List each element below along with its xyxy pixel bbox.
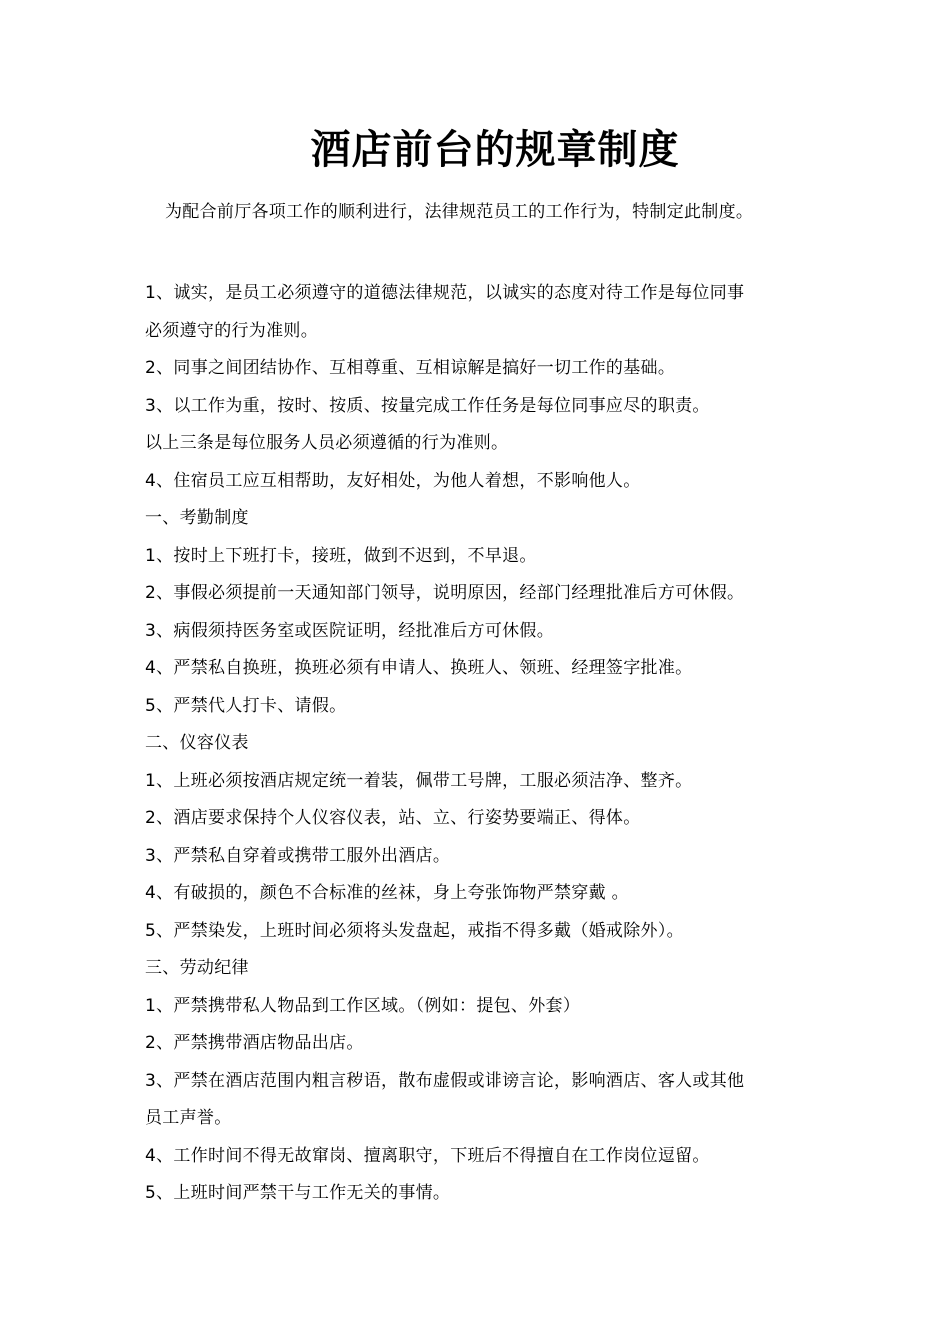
- body-line: 5、上班时间严禁干与工作无关的事情。: [145, 1183, 451, 1203]
- body-line: 必须遵守的行为准则。: [145, 320, 318, 341]
- body-line: 3、以工作为重，按时、按质、按量完成工作任务是每位同事应尽的职责。: [145, 395, 710, 416]
- body-line: 4、有破损的，颜色不合标准的丝袜，身上夸张饰物严禁穿戴 。: [145, 883, 629, 903]
- body-line: 4、工作时间不得无故窜岗、擅离职守，下班后不得擅自在工作岗位逗留。: [145, 1145, 710, 1166]
- document-body: [145, 275, 825, 1213]
- body-line: 1、按时上下班打卡，接班，做到不迟到，不早退。: [145, 545, 537, 566]
- body-line: 4、严禁私自换班，换班必须有申请人、换班人、领班、经理签字批准。: [145, 658, 693, 678]
- body-line: 3、严禁在酒店范围内粗言秽语，散布虚假或诽谤言论，影响酒店、客人或其他: [145, 1070, 745, 1091]
- body-line: 2、酒店要求保持个人仪容仪表，站、立、行姿势要端正、得体。: [145, 808, 641, 828]
- body-line: 3、严禁私自穿着或携带工服外出酒店。: [145, 845, 451, 866]
- section-heading-attendance: 一、考勤制度: [145, 508, 249, 528]
- document-title: 酒店前台的规章制度: [310, 126, 680, 173]
- document-intro: 为配合前厅各项工作的顺利进行，法律规范员工的工作行为，特制定此制度。: [165, 202, 754, 222]
- body-line: 1、诚实，是员工必须遵守的道德法律规范，以诚实的态度对待工作是每位同事: [145, 283, 745, 303]
- body-line: 1、严禁携带私人物品到工作区域。（例如：提包、外套）: [145, 995, 581, 1016]
- section-heading-discipline: 三、劳动纪律: [145, 958, 249, 978]
- body-line: 以上三条是每位服务人员必须遵循的行为准则。: [145, 433, 509, 453]
- body-line: 4、住宿员工应互相帮助，友好相处，为他人着想，不影响他人。: [145, 470, 641, 491]
- body-line: 2、事假必须提前一天通知部门领导，说明原因，经部门经理批准后方可休假。: [145, 583, 745, 603]
- body-line: 1、上班必须按酒店规定统一着装，佩带工号牌，工服必须洁净、整齐。: [145, 770, 693, 791]
- body-line: 5、严禁代人打卡、请假。: [145, 695, 347, 716]
- section-heading-appearance: 二、仪容仪表: [145, 733, 249, 753]
- body-line: 2、严禁携带酒店物品出店。: [145, 1033, 364, 1053]
- body-line: 5、严禁染发，上班时间必须将头发盘起，戒指不得多戴（婚戒除外）。: [145, 920, 684, 941]
- body-line: 员工声誉。: [145, 1108, 232, 1128]
- body-line: 2、同事之间团结协作、互相尊重、互相谅解是搞好一切工作的基础。: [145, 358, 676, 378]
- body-line: 3、病假须持医务室或医院证明，经批准后方可休假。: [145, 620, 555, 641]
